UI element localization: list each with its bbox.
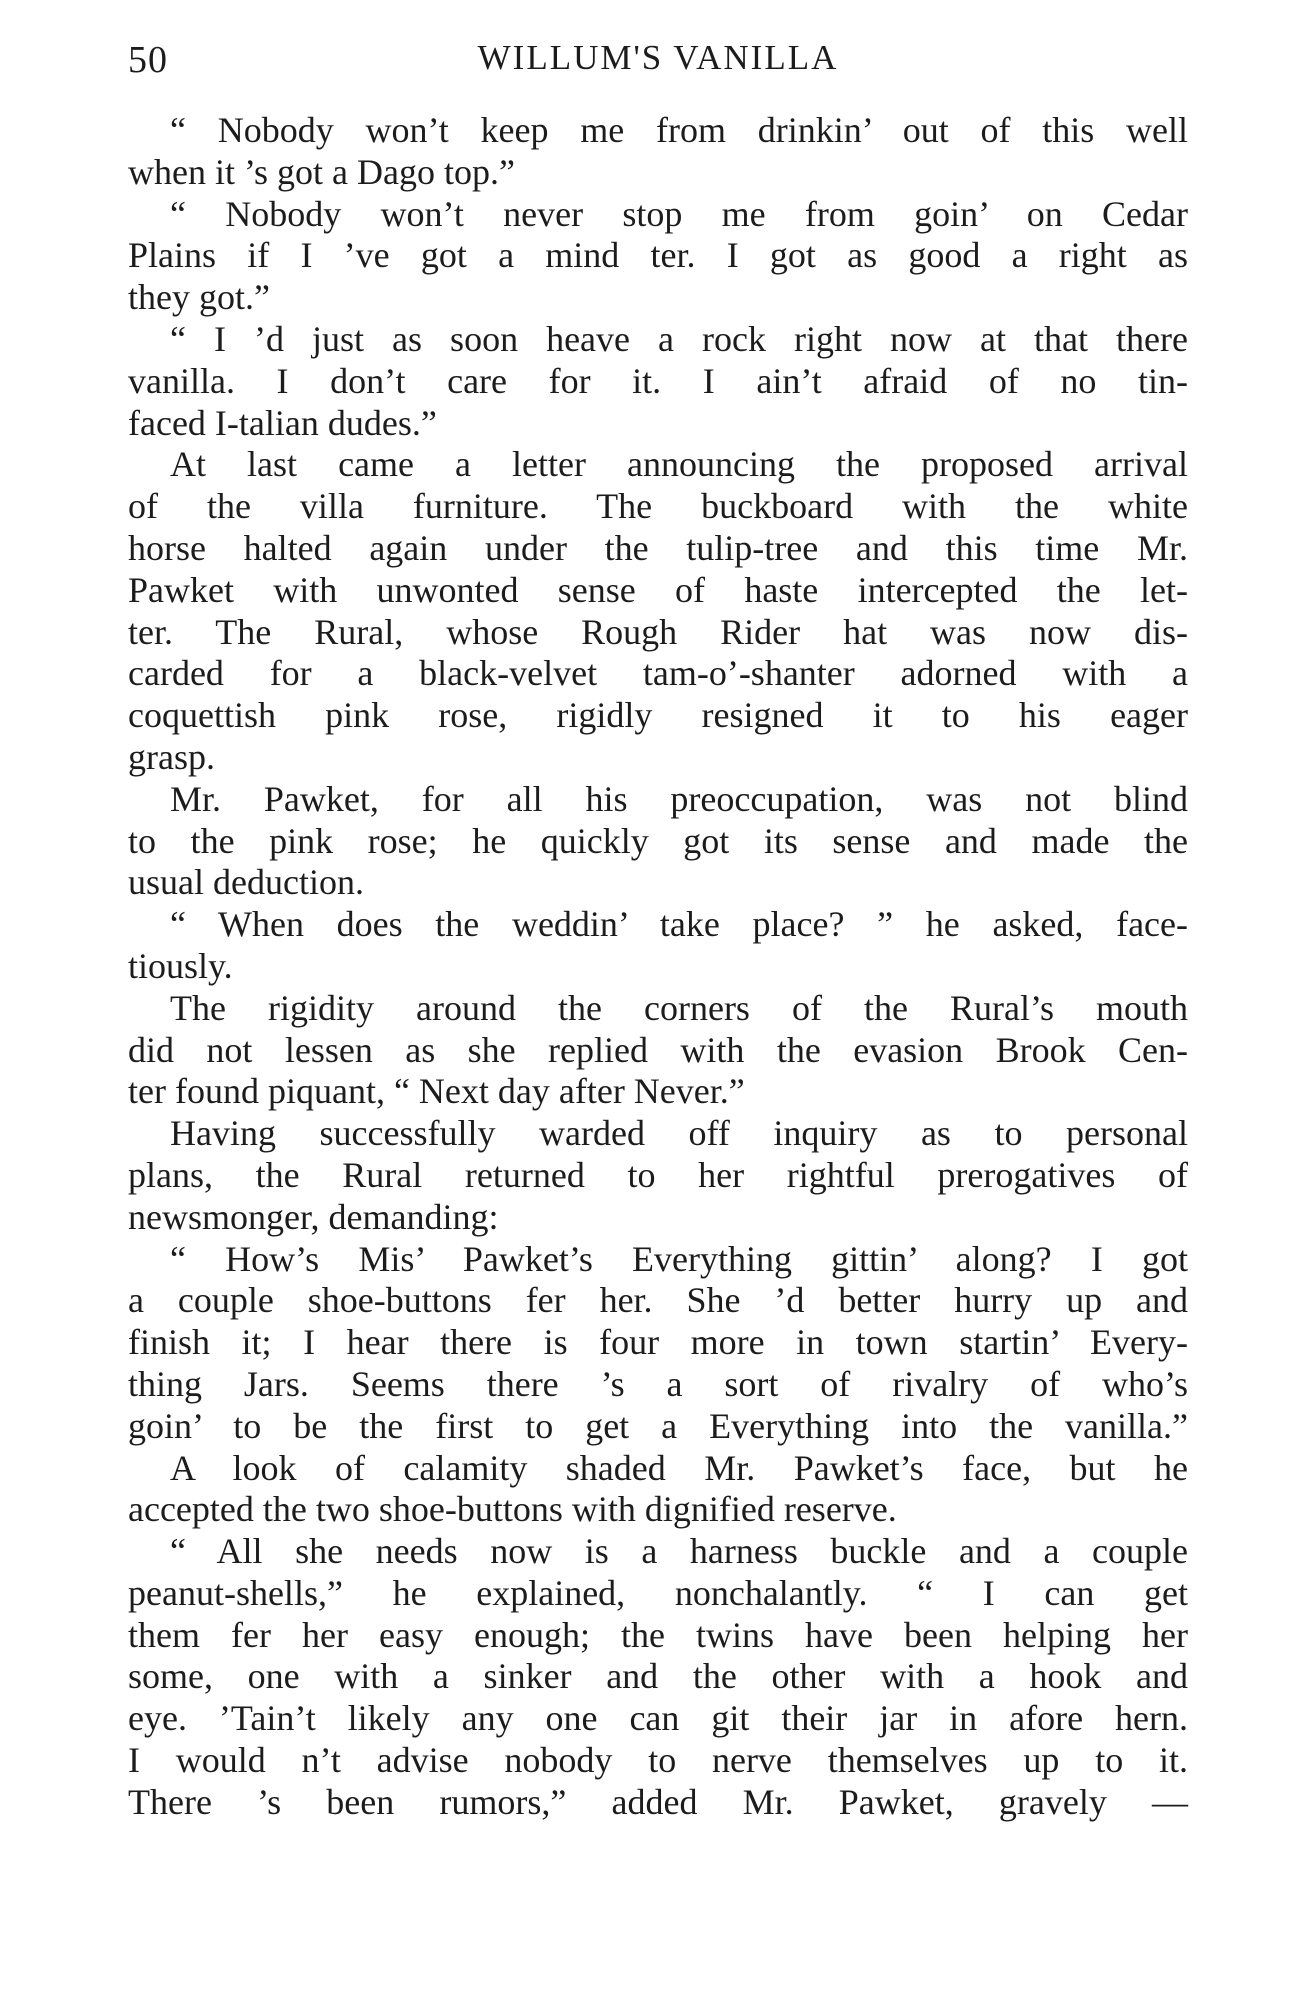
text-line: faced I-talian dudes.” [128,402,437,443]
text-line: Mr. Pawket, for all his preoccupation, was not blind [170,778,1188,819]
text-line: carded for a black-velvet tam-o’-shanter adorned with a [128,653,1188,694]
text-line: goin’ to be the first to get a Everything into the vanilla.” [128,1405,1188,1446]
text-line: “ When does the weddin’ take place? ” he asked, face- [170,904,1188,945]
text-line: ter. The Rural, whose Rough Rider hat was now dis- [128,611,1188,652]
text-line: did not lessen as she replied with the evasion Brook Cen- [128,1029,1188,1070]
text-line: newsmonger, demanding: [128,1196,499,1237]
running-head [128,38,1188,88]
text-line: tiously. [128,945,233,986]
text-line: “ All she needs now is a harness buckle and a couple [170,1531,1188,1572]
text-line: accepted the two shoe-buttons with dignified reserve. [128,1489,897,1530]
text-line: Having successfully warded off inquiry as to personal [170,1113,1188,1154]
text-line: At last came a letter announcing the proposed arrival [170,444,1188,485]
text-line: peanut-shells,” he explained, nonchalantly. “ I can get [128,1572,1188,1613]
text-line: thing Jars. Seems there ’s a sort of rivalry of who’s [128,1363,1188,1404]
text-line: Pawket with unwonted sense of haste intercepted the let- [128,569,1188,610]
page-number: 50 [128,39,168,81]
text-line: usual deduction. [128,862,364,903]
text-line: A look of calamity shaded Mr. Pawket’s face, but he [170,1447,1188,1488]
text-line: coquettish pink rose, rigidly resigned it to his eager [128,695,1188,736]
text-line: There ’s been rumors,” added Mr. Pawket, gravely — [128,1781,1188,1822]
running-title: WILLUM'S VANILLA [477,38,839,77]
text-line: I would n’t advise nobody to nerve themselves up to it. [128,1740,1188,1781]
text-line: Plains if I ’ve got a mind ter. I got as good a right as [128,235,1188,276]
text-line: plans, the Rural returned to her rightful prerogatives of [128,1154,1188,1195]
text-line: grasp. [128,736,215,777]
text-line: “ Nobody won’t keep me from drinkin’ out of this well [170,110,1188,150]
text-line: The rigidity around the corners of the Rural’s mouth [170,987,1188,1028]
body-text [128,110,1188,1824]
text-line: eye. ’Tain’t likely any one can git their jar in afore hern. [128,1698,1188,1739]
text-line: a couple shoe-buttons fer her. She ’d better hurry up and [128,1280,1188,1321]
text-line: some, one with a sinker and the other with a hook and [128,1656,1188,1697]
text-line: ter found piquant, “ Next day after Never.” [128,1071,745,1112]
text-line: vanilla. I don’t care for it. I ain’t afraid of no tin- [128,360,1188,401]
text-line: them fer her easy enough; the twins have been helping her [128,1614,1188,1655]
text-line: “ How’s Mis’ Pawket’s Everything gittin’ along? I got [170,1238,1188,1279]
text-line: when it ’s got a Dago top.” [128,151,515,192]
text-line: “ Nobody won’t never stop me from goin’ on Cedar [170,193,1188,234]
text-line: finish it; I hear there is four more in town startin’ Every- [128,1322,1188,1363]
text-line: “ I ’d just as soon heave a rock right now at that there [170,318,1188,359]
text-line: of the villa furniture. The buckboard with the white [128,486,1188,527]
text-line: horse halted again under the tulip-tree and this time Mr. [128,527,1188,568]
text-line: to the pink rose; he quickly got its sense and made the [128,820,1188,861]
text-line: they got.” [128,277,270,318]
